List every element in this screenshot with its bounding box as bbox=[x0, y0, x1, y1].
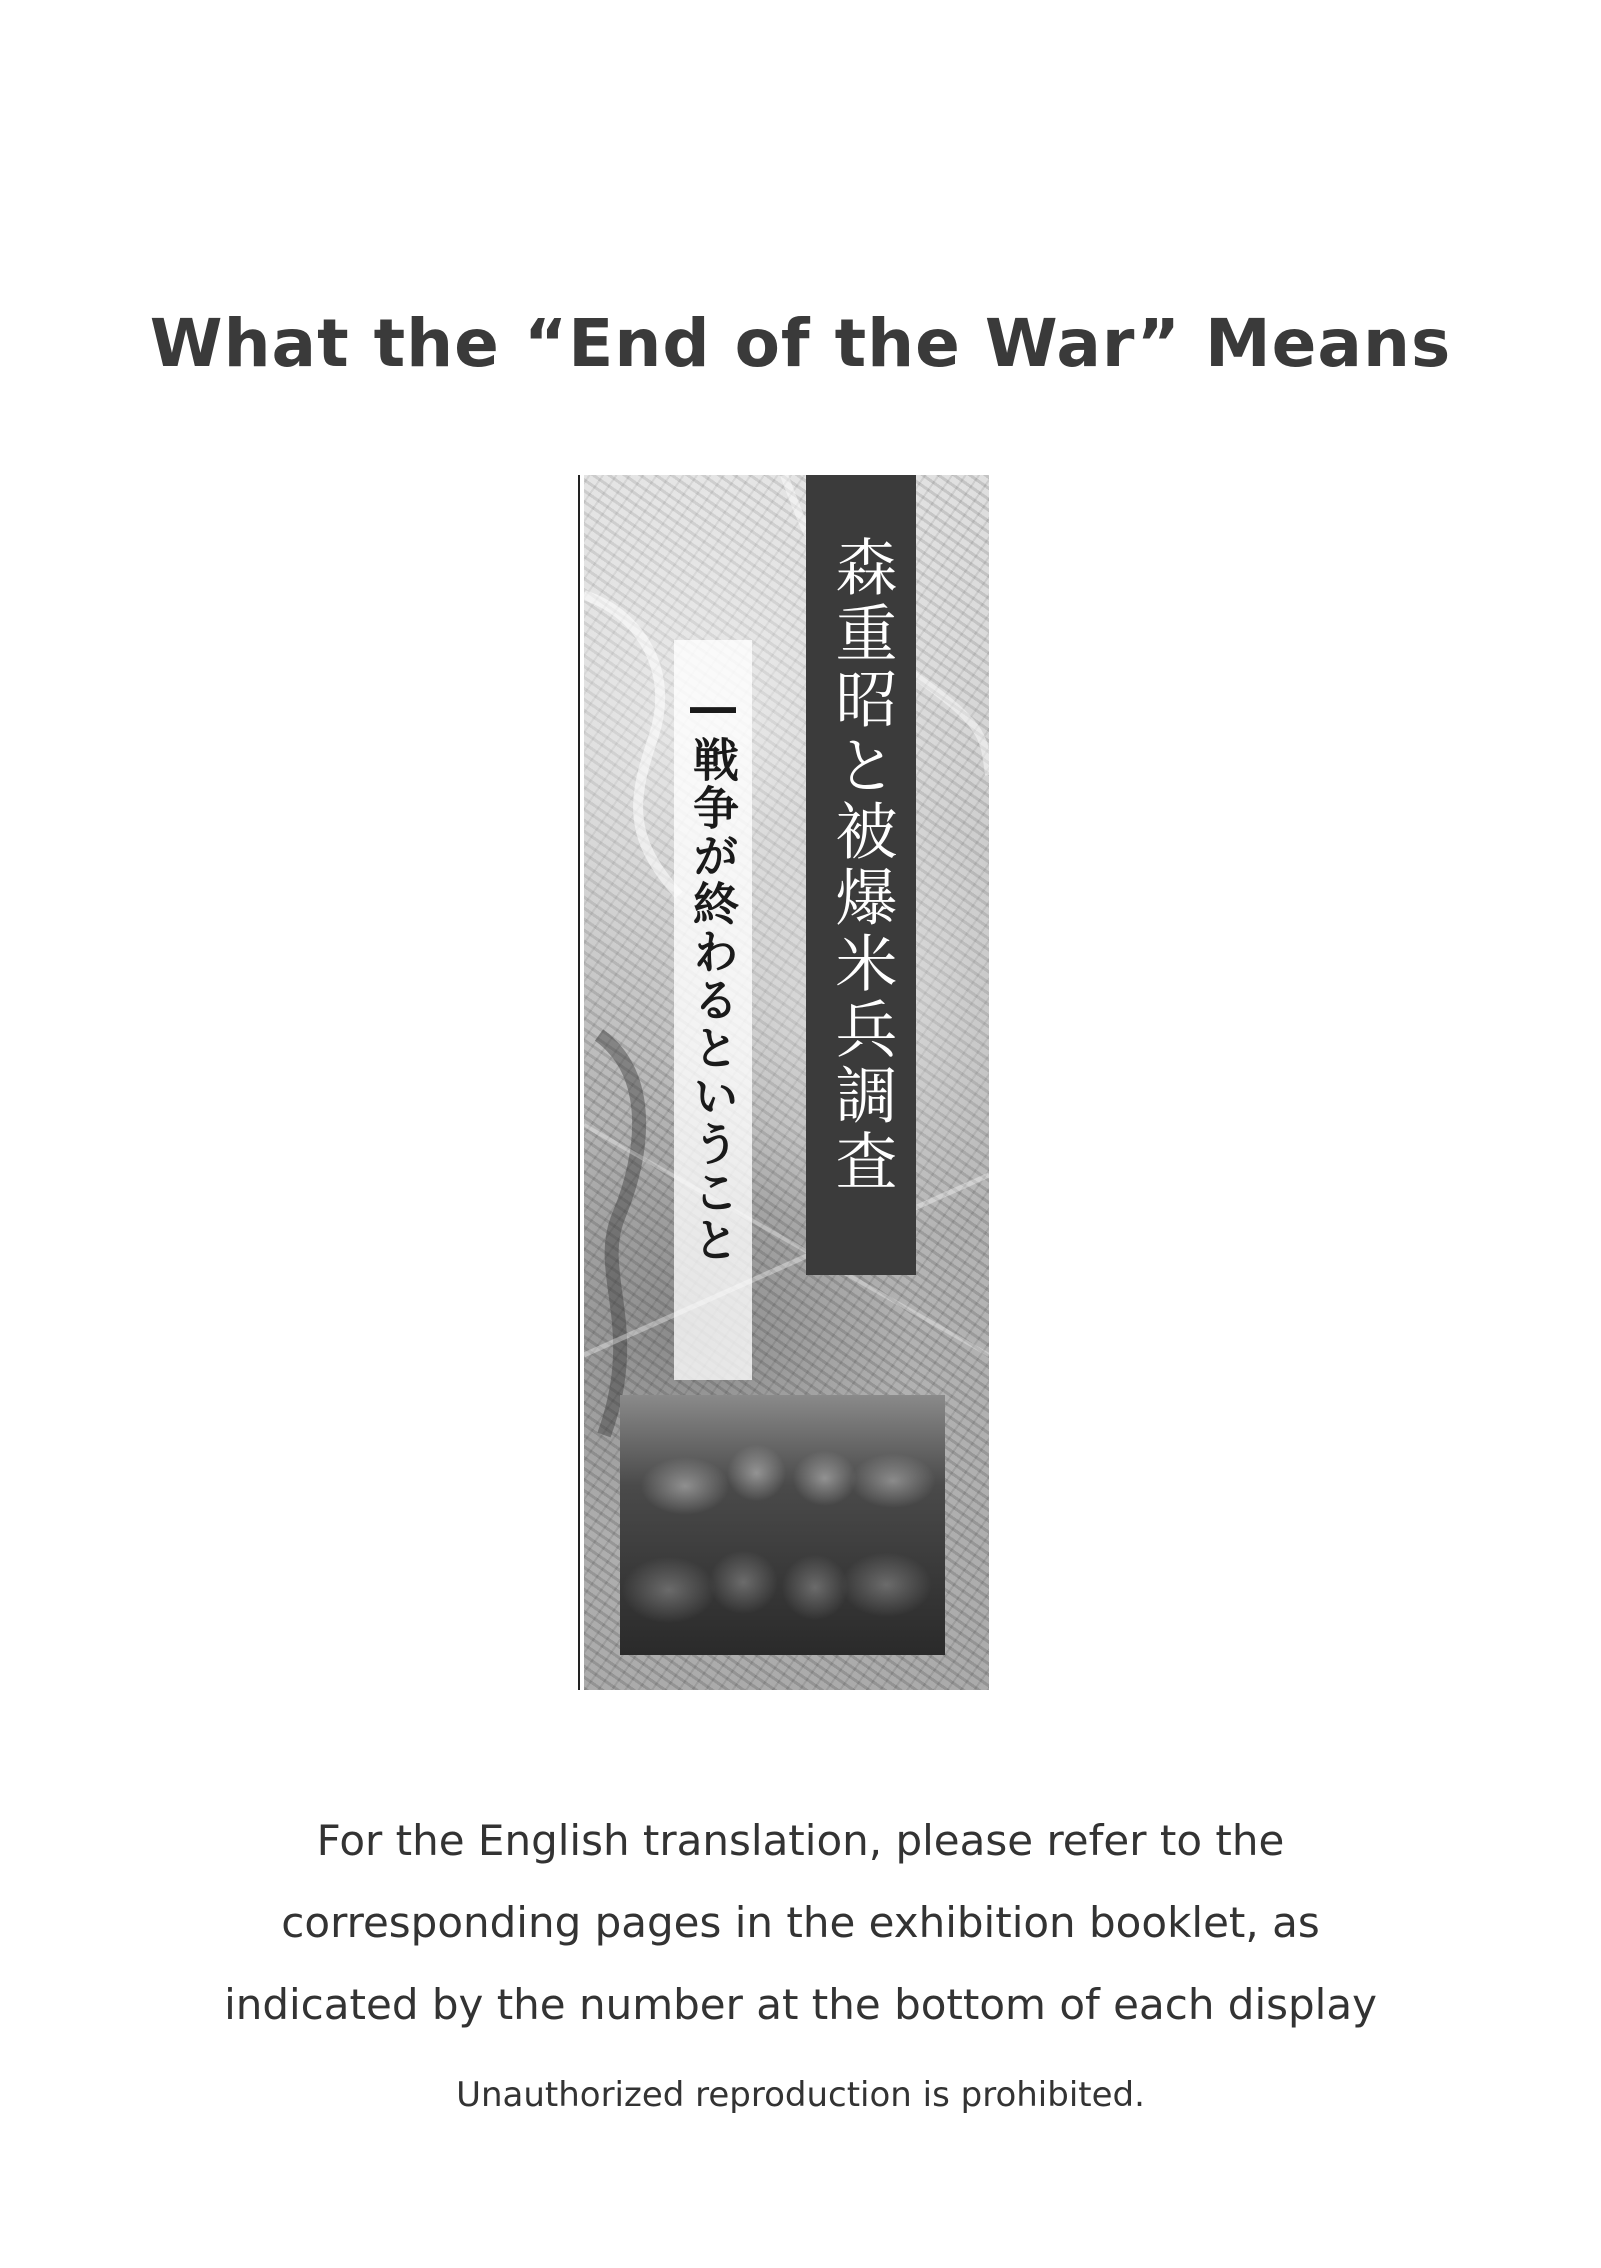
cover-image bbox=[578, 475, 990, 1690]
translation-note-line: corresponding pages in the exhibition booklet, as bbox=[281, 1898, 1320, 1947]
translation-note-line: For the English translation, please refer to the bbox=[316, 1816, 1285, 1865]
aerial-city-photo bbox=[584, 475, 989, 1690]
subtitle-band bbox=[674, 640, 752, 1380]
cover-vertical-subtitle: ―戦争が終わるということ bbox=[686, 680, 740, 1264]
group-photo-soldiers bbox=[620, 1395, 945, 1655]
page-title: What the “End of the War” Means bbox=[149, 305, 1452, 382]
title-band bbox=[806, 475, 916, 1275]
reproduction-notice: Unauthorized reproduction is prohibited. bbox=[456, 2075, 1145, 2115]
translation-note-line: indicated by the number at the bottom of each display bbox=[224, 1980, 1377, 2029]
cover-rule-line bbox=[578, 475, 580, 1690]
translation-note bbox=[0, 1800, 1601, 2046]
cover-vertical-title: 森重昭と被爆米兵調査 bbox=[825, 535, 898, 1195]
